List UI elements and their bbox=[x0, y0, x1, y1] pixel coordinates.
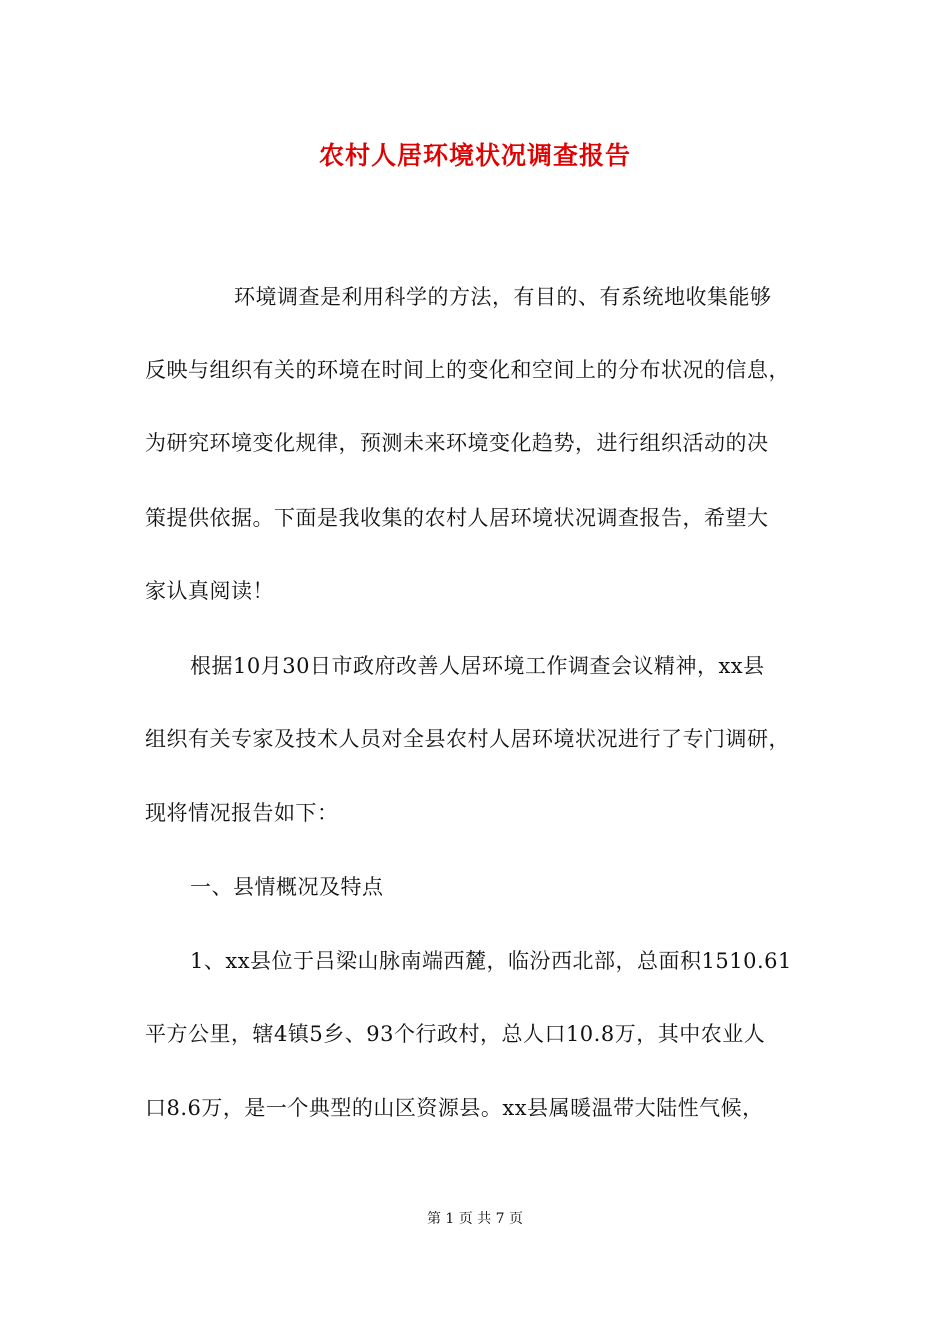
paragraph-line: 口8.6万，是一个典型的山区资源县。xx县属暖温带大陆性气候， bbox=[145, 1096, 764, 1120]
paragraph-line: 组织有关专家及技术人员对全县农村人居环境状况进行了专门调研， bbox=[145, 727, 790, 751]
paragraph-line: 现将情况报告如下： bbox=[145, 801, 339, 825]
page-number-footer: 第 1 页 共 7 页 bbox=[426, 1211, 524, 1227]
paragraph-line: 1、xx县位于吕梁山脉南端西麓，临汾西北部，总面积1510.61 bbox=[190, 949, 792, 973]
paragraph-line: 为研究环境变化规律，预测未来环境变化趋势，进行组织活动的决 bbox=[145, 431, 769, 455]
paragraph-line: 家认真阅读！ bbox=[145, 579, 274, 603]
paragraph-line: 策提供依据。下面是我收集的农村人居环境状况调查报告，希望大 bbox=[145, 506, 769, 530]
section-heading: 一、县情概况及特点 bbox=[190, 875, 384, 899]
paragraph-line: 反映与组织有关的环境在时间上的变化和空间上的分布状况的信息， bbox=[145, 358, 790, 382]
paragraph-line: 平方公里，辖4镇5乡、93个行政村，总人口10.8万，其中农业人 bbox=[145, 1022, 766, 1046]
paragraph-line: 环境调查是利用科学的方法，有目的、有系统地收集能够 bbox=[234, 285, 772, 309]
paragraph-line: 根据10月30日市政府改善人居环境工作调查会议精神，xx县 bbox=[190, 654, 765, 678]
document-title: 农村人居环境状况调查报告 bbox=[318, 141, 631, 170]
